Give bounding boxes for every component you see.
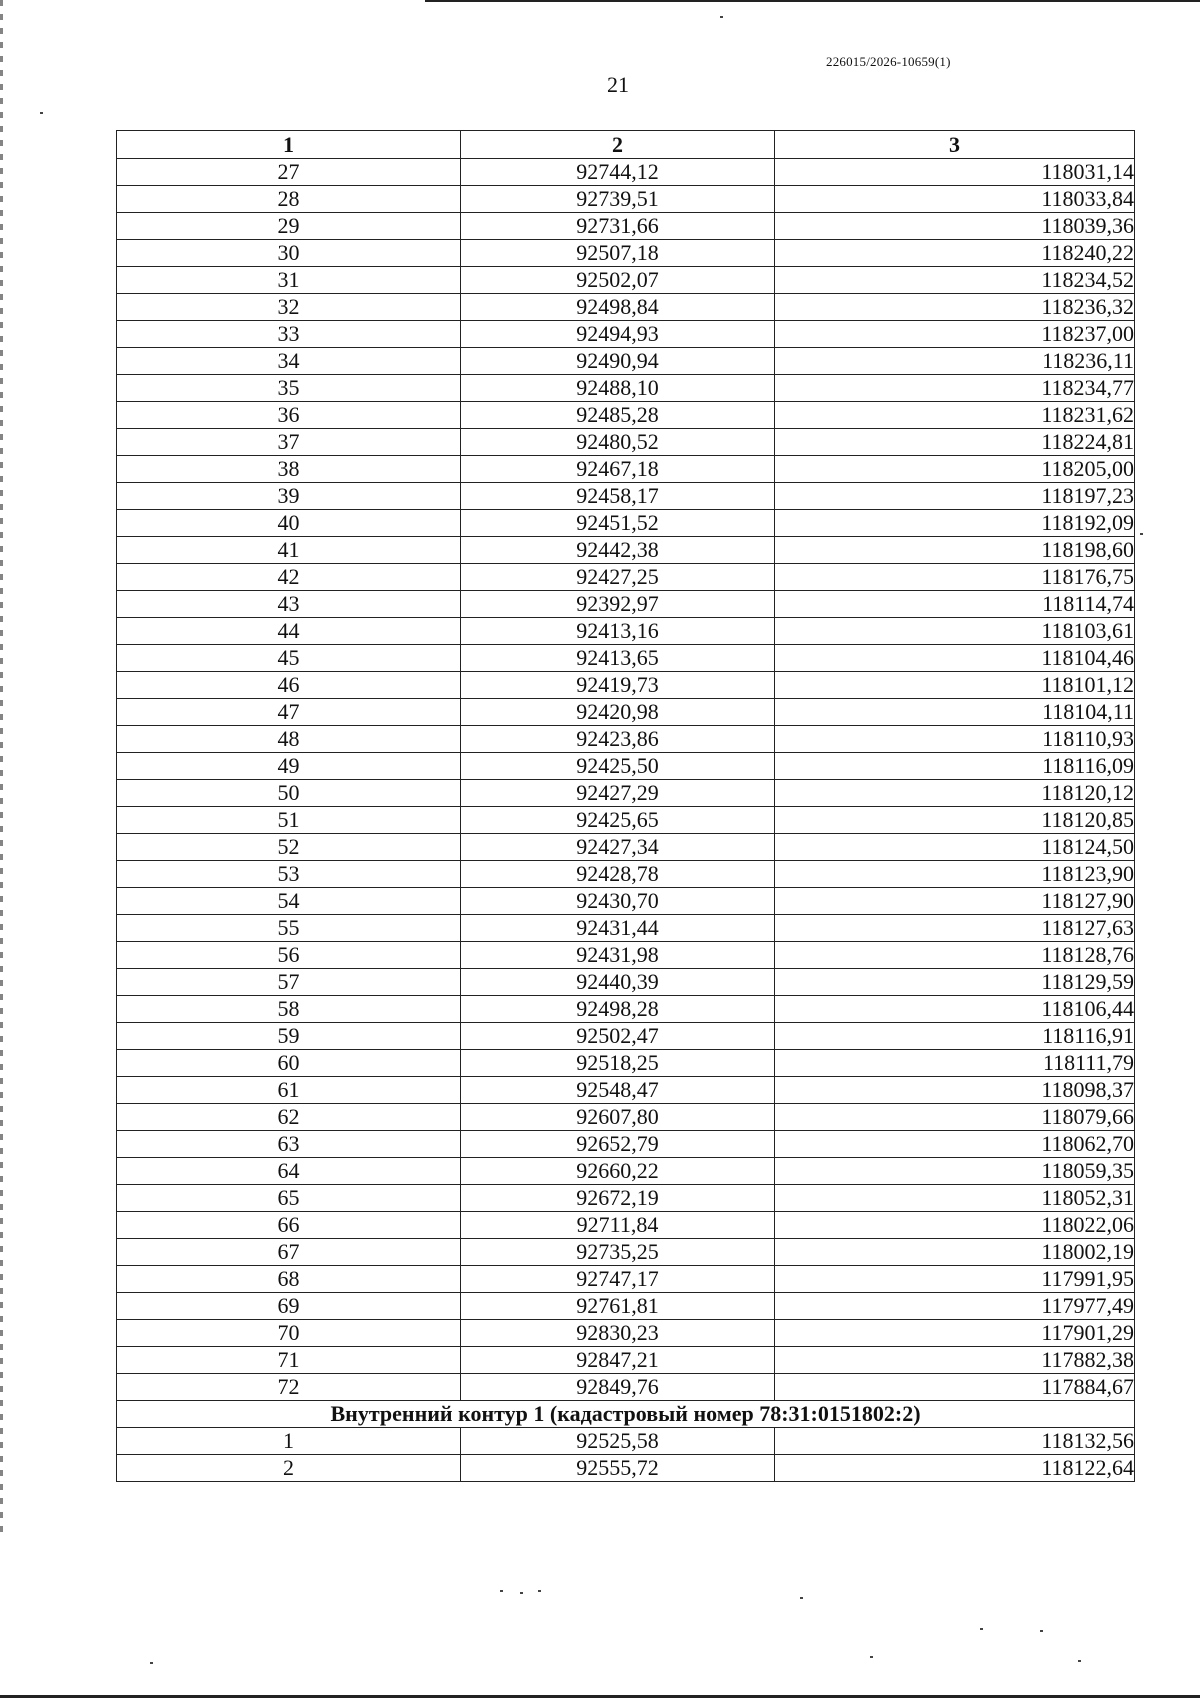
y-coordinate-cell: 118116,09 — [775, 753, 1135, 780]
x-coordinate-cell: 92518,25 — [461, 1050, 775, 1077]
table-row — [117, 807, 1135, 834]
table-row — [117, 591, 1135, 618]
x-coordinate-cell: 92427,34 — [461, 834, 775, 861]
table-row — [117, 159, 1135, 186]
table-row — [117, 1455, 1135, 1482]
table-row — [117, 1050, 1135, 1077]
table-row — [117, 861, 1135, 888]
y-coordinate-cell: 118176,75 — [775, 564, 1135, 591]
section-title-row — [117, 1401, 1135, 1428]
point-number-cell: 43 — [117, 591, 461, 618]
column-header-3: 3 — [775, 131, 1135, 159]
table-row — [117, 1428, 1135, 1455]
table-row — [117, 375, 1135, 402]
x-coordinate-cell: 92660,22 — [461, 1158, 775, 1185]
table-row — [117, 267, 1135, 294]
y-coordinate-cell: 118111,79 — [775, 1050, 1135, 1077]
document-reference: 226015/2026-10659(1) — [826, 54, 951, 69]
x-coordinate-cell: 92425,65 — [461, 807, 775, 834]
table-row — [117, 726, 1135, 753]
scan-border-top — [425, 0, 1200, 2]
table-row — [117, 348, 1135, 375]
y-coordinate-cell: 118103,61 — [775, 618, 1135, 645]
y-coordinate-cell: 118224,81 — [775, 429, 1135, 456]
point-number-cell: 2 — [117, 1455, 461, 1482]
point-number-cell: 61 — [117, 1077, 461, 1104]
point-number-cell: 60 — [117, 1050, 461, 1077]
x-coordinate-cell: 92735,25 — [461, 1239, 775, 1266]
point-number-cell: 42 — [117, 564, 461, 591]
point-number-cell: 28 — [117, 186, 461, 213]
y-coordinate-cell: 118123,90 — [775, 861, 1135, 888]
x-coordinate-cell: 92548,47 — [461, 1077, 775, 1104]
point-number-cell: 66 — [117, 1212, 461, 1239]
y-coordinate-cell: 118234,77 — [775, 375, 1135, 402]
y-coordinate-cell: 118237,00 — [775, 321, 1135, 348]
x-coordinate-cell: 92420,98 — [461, 699, 775, 726]
y-coordinate-cell: 118116,91 — [775, 1023, 1135, 1050]
x-coordinate-cell: 92413,16 — [461, 618, 775, 645]
table-row — [117, 1212, 1135, 1239]
coordinates-table-container — [116, 130, 1134, 1482]
y-coordinate-cell: 118120,85 — [775, 807, 1135, 834]
table-row — [117, 456, 1135, 483]
table-row — [117, 996, 1135, 1023]
y-coordinate-cell: 118192,09 — [775, 510, 1135, 537]
table-row — [117, 402, 1135, 429]
table-row — [117, 780, 1135, 807]
y-coordinate-cell: 118079,66 — [775, 1104, 1135, 1131]
column-header-2: 2 — [461, 131, 775, 159]
point-number-cell: 37 — [117, 429, 461, 456]
x-coordinate-cell: 92425,50 — [461, 753, 775, 780]
y-coordinate-cell: 118132,56 — [775, 1428, 1135, 1455]
point-number-cell: 58 — [117, 996, 461, 1023]
x-coordinate-cell: 92607,80 — [461, 1104, 775, 1131]
x-coordinate-cell: 92451,52 — [461, 510, 775, 537]
x-coordinate-cell: 92672,19 — [461, 1185, 775, 1212]
y-coordinate-cell: 118240,22 — [775, 240, 1135, 267]
x-coordinate-cell: 92419,73 — [461, 672, 775, 699]
x-coordinate-cell: 92427,29 — [461, 780, 775, 807]
x-coordinate-cell: 92431,98 — [461, 942, 775, 969]
y-coordinate-cell: 118231,62 — [775, 402, 1135, 429]
point-number-cell: 40 — [117, 510, 461, 537]
x-coordinate-cell: 92652,79 — [461, 1131, 775, 1158]
y-coordinate-cell: 117977,49 — [775, 1293, 1135, 1320]
point-number-cell: 71 — [117, 1347, 461, 1374]
x-coordinate-cell: 92502,07 — [461, 267, 775, 294]
point-number-cell: 64 — [117, 1158, 461, 1185]
table-row — [117, 1158, 1135, 1185]
x-coordinate-cell: 92761,81 — [461, 1293, 775, 1320]
y-coordinate-cell: 118120,12 — [775, 780, 1135, 807]
y-coordinate-cell: 118031,14 — [775, 159, 1135, 186]
table-row — [117, 942, 1135, 969]
x-coordinate-cell: 92502,47 — [461, 1023, 775, 1050]
point-number-cell: 38 — [117, 456, 461, 483]
point-number-cell: 55 — [117, 915, 461, 942]
point-number-cell: 63 — [117, 1131, 461, 1158]
point-number-cell: 36 — [117, 402, 461, 429]
x-coordinate-cell: 92423,86 — [461, 726, 775, 753]
table-row — [117, 1293, 1135, 1320]
table-row — [117, 888, 1135, 915]
table-row — [117, 1239, 1135, 1266]
y-coordinate-cell: 118104,46 — [775, 645, 1135, 672]
y-coordinate-cell: 118059,35 — [775, 1158, 1135, 1185]
point-number-cell: 68 — [117, 1266, 461, 1293]
table-row — [117, 564, 1135, 591]
y-coordinate-cell: 118129,59 — [775, 969, 1135, 996]
y-coordinate-cell: 118124,50 — [775, 834, 1135, 861]
x-coordinate-cell: 92498,28 — [461, 996, 775, 1023]
table-row — [117, 1320, 1135, 1347]
point-number-cell: 59 — [117, 1023, 461, 1050]
x-coordinate-cell: 92467,18 — [461, 456, 775, 483]
point-number-cell: 46 — [117, 672, 461, 699]
point-number-cell: 62 — [117, 1104, 461, 1131]
point-number-cell: 65 — [117, 1185, 461, 1212]
point-number-cell: 54 — [117, 888, 461, 915]
point-number-cell: 51 — [117, 807, 461, 834]
y-coordinate-cell: 117884,67 — [775, 1374, 1135, 1401]
point-number-cell: 27 — [117, 159, 461, 186]
table-row — [117, 915, 1135, 942]
y-coordinate-cell: 118127,90 — [775, 888, 1135, 915]
point-number-cell: 53 — [117, 861, 461, 888]
table-row — [117, 1347, 1135, 1374]
point-number-cell: 33 — [117, 321, 461, 348]
y-coordinate-cell: 118114,74 — [775, 591, 1135, 618]
table-header-row — [117, 131, 1135, 159]
table-row — [117, 510, 1135, 537]
point-number-cell: 29 — [117, 213, 461, 240]
x-coordinate-cell: 92480,52 — [461, 429, 775, 456]
y-coordinate-cell: 118205,00 — [775, 456, 1135, 483]
x-coordinate-cell: 92428,78 — [461, 861, 775, 888]
table-row — [117, 969, 1135, 996]
point-number-cell: 35 — [117, 375, 461, 402]
y-coordinate-cell: 118062,70 — [775, 1131, 1135, 1158]
scan-border-bottom — [0, 1695, 1200, 1698]
x-coordinate-cell: 92490,94 — [461, 348, 775, 375]
point-number-cell: 50 — [117, 780, 461, 807]
point-number-cell: 1 — [117, 1428, 461, 1455]
point-number-cell: 31 — [117, 267, 461, 294]
point-number-cell: 39 — [117, 483, 461, 510]
table-row — [117, 321, 1135, 348]
y-coordinate-cell: 118122,64 — [775, 1455, 1135, 1482]
x-coordinate-cell: 92430,70 — [461, 888, 775, 915]
y-coordinate-cell: 118128,76 — [775, 942, 1135, 969]
point-number-cell: 72 — [117, 1374, 461, 1401]
y-coordinate-cell: 118236,32 — [775, 294, 1135, 321]
x-coordinate-cell: 92458,17 — [461, 483, 775, 510]
point-number-cell: 67 — [117, 1239, 461, 1266]
table-row — [117, 240, 1135, 267]
point-number-cell: 30 — [117, 240, 461, 267]
y-coordinate-cell: 118106,44 — [775, 996, 1135, 1023]
point-number-cell: 32 — [117, 294, 461, 321]
x-coordinate-cell: 92427,25 — [461, 564, 775, 591]
y-coordinate-cell: 118110,93 — [775, 726, 1135, 753]
x-coordinate-cell: 92747,17 — [461, 1266, 775, 1293]
section-title: Внутренний контур 1 (кадастровый номер 78:31:0151802:2) — [117, 1401, 1135, 1428]
point-number-cell: 49 — [117, 753, 461, 780]
x-coordinate-cell: 92847,21 — [461, 1347, 775, 1374]
point-number-cell: 57 — [117, 969, 461, 996]
y-coordinate-cell: 118002,19 — [775, 1239, 1135, 1266]
x-coordinate-cell: 92555,72 — [461, 1455, 775, 1482]
page-number: 21 — [607, 72, 629, 97]
x-coordinate-cell: 92744,12 — [461, 159, 775, 186]
point-number-cell: 44 — [117, 618, 461, 645]
x-coordinate-cell: 92442,38 — [461, 537, 775, 564]
y-coordinate-cell: 118022,06 — [775, 1212, 1135, 1239]
table-row — [117, 672, 1135, 699]
y-coordinate-cell: 118198,60 — [775, 537, 1135, 564]
table-row — [117, 753, 1135, 780]
y-coordinate-cell: 118127,63 — [775, 915, 1135, 942]
x-coordinate-cell: 92525,58 — [461, 1428, 775, 1455]
table-row — [117, 1077, 1135, 1104]
point-number-cell: 41 — [117, 537, 461, 564]
x-coordinate-cell: 92485,28 — [461, 402, 775, 429]
point-number-cell: 70 — [117, 1320, 461, 1347]
y-coordinate-cell: 118039,36 — [775, 213, 1135, 240]
scan-binding-edge — [0, 0, 3, 1540]
table-row — [117, 618, 1135, 645]
point-number-cell: 45 — [117, 645, 461, 672]
x-coordinate-cell: 92711,84 — [461, 1212, 775, 1239]
x-coordinate-cell: 92498,84 — [461, 294, 775, 321]
point-number-cell: 56 — [117, 942, 461, 969]
table-row — [117, 834, 1135, 861]
x-coordinate-cell: 92440,39 — [461, 969, 775, 996]
table-row — [117, 1023, 1135, 1050]
inner-contour-section — [117, 1401, 1135, 1428]
coordinates-table — [116, 130, 1135, 1482]
x-coordinate-cell: 92849,76 — [461, 1374, 775, 1401]
table-row — [117, 213, 1135, 240]
y-coordinate-cell: 118197,23 — [775, 483, 1135, 510]
y-coordinate-cell: 118033,84 — [775, 186, 1135, 213]
y-coordinate-cell: 117882,38 — [775, 1347, 1135, 1374]
column-header-1: 1 — [117, 131, 461, 159]
point-number-cell: 47 — [117, 699, 461, 726]
y-coordinate-cell: 117901,29 — [775, 1320, 1135, 1347]
y-coordinate-cell: 118104,11 — [775, 699, 1135, 726]
x-coordinate-cell: 92392,97 — [461, 591, 775, 618]
x-coordinate-cell: 92739,51 — [461, 186, 775, 213]
x-coordinate-cell: 92413,65 — [461, 645, 775, 672]
table-body — [117, 159, 1135, 1401]
y-coordinate-cell: 117991,95 — [775, 1266, 1135, 1293]
table-row — [117, 1374, 1135, 1401]
x-coordinate-cell: 92494,93 — [461, 321, 775, 348]
table-row — [117, 1104, 1135, 1131]
table-row — [117, 537, 1135, 564]
x-coordinate-cell: 92431,44 — [461, 915, 775, 942]
section-body — [117, 1428, 1135, 1482]
table-row — [117, 483, 1135, 510]
table-row — [117, 294, 1135, 321]
table-row — [117, 1266, 1135, 1293]
table-row — [117, 645, 1135, 672]
y-coordinate-cell: 118101,12 — [775, 672, 1135, 699]
table-row — [117, 1131, 1135, 1158]
y-coordinate-cell: 118052,31 — [775, 1185, 1135, 1212]
x-coordinate-cell: 92507,18 — [461, 240, 775, 267]
x-coordinate-cell: 92830,23 — [461, 1320, 775, 1347]
point-number-cell: 69 — [117, 1293, 461, 1320]
point-number-cell: 52 — [117, 834, 461, 861]
table-row — [117, 1185, 1135, 1212]
x-coordinate-cell: 92731,66 — [461, 213, 775, 240]
y-coordinate-cell: 118098,37 — [775, 1077, 1135, 1104]
point-number-cell: 48 — [117, 726, 461, 753]
y-coordinate-cell: 118236,11 — [775, 348, 1135, 375]
table-row — [117, 186, 1135, 213]
table-row — [117, 699, 1135, 726]
x-coordinate-cell: 92488,10 — [461, 375, 775, 402]
point-number-cell: 34 — [117, 348, 461, 375]
y-coordinate-cell: 118234,52 — [775, 267, 1135, 294]
table-row — [117, 429, 1135, 456]
